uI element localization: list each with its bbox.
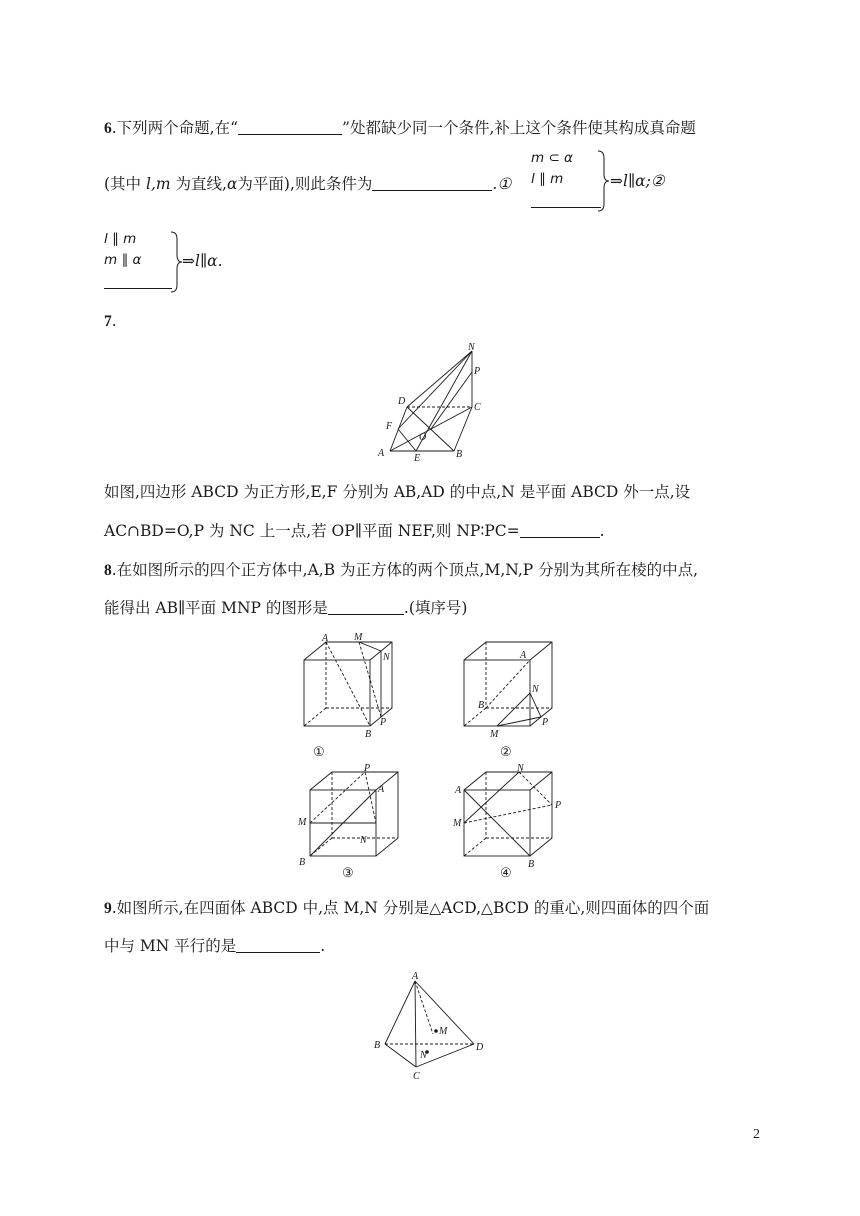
q9-label-b: B <box>374 1040 381 1051</box>
q7-label-b: B <box>456 449 463 460</box>
q8-c1-label-n: N <box>383 652 390 663</box>
q8-caption-1: ① <box>313 744 325 759</box>
q8-c1-label-a: A <box>322 633 329 644</box>
q8-caption-4: ④ <box>500 865 512 880</box>
q7-label-e: E <box>414 453 421 464</box>
q7-label-a: A <box>378 448 385 459</box>
q9-line-2-end: . <box>320 937 326 955</box>
q8-c4-label-b: B <box>528 859 535 870</box>
q7-figure <box>372 340 492 464</box>
q7-heading <box>104 312 117 331</box>
q7-label-o: O <box>419 432 427 443</box>
q6-number: 6 <box>104 120 112 137</box>
q8-line-1 <box>104 558 698 580</box>
q9-line-2-text: 中与 MN 平行的是 <box>104 937 237 955</box>
q8-caption-3: ③ <box>342 865 354 880</box>
q8-c2-label-n: N <box>532 684 539 695</box>
q7-line-2 <box>104 519 605 541</box>
q8-line-2-text: 能得出 AB∥平面 MNP 的图形是 <box>104 599 328 617</box>
q6-text-c: (其中 <box>104 175 146 193</box>
q8-line-2 <box>104 596 467 618</box>
q7-period: . <box>111 312 117 330</box>
q6-implies-2 <box>182 252 223 270</box>
q7-label-n: N <box>468 342 475 353</box>
q8-c3-label-b: B <box>299 857 306 868</box>
q8-c3-label-p: P <box>364 763 371 774</box>
q8-c2-label-b: B <box>478 700 485 711</box>
q7-line-2-end: . <box>599 522 605 540</box>
q6-cond2-top: l ∥ m <box>104 231 137 247</box>
q7-label-f: F <box>386 421 393 432</box>
q8-number: 8 <box>104 562 112 579</box>
q9-label-d: D <box>476 1042 484 1053</box>
q7-answer-blank <box>520 522 600 538</box>
q8-figures <box>292 630 570 880</box>
q6-text-b: ”处都缺少同一个条件,补上这个条件使其构成真命题 <box>342 119 696 137</box>
q8-c4-label-m: M <box>453 818 462 829</box>
q7-label-c: C <box>474 402 481 413</box>
q8-c2-label-m: M <box>490 729 499 740</box>
q8-cube-1 <box>304 642 392 726</box>
q6-line-1 <box>104 116 696 138</box>
q6-brace-1 <box>596 150 610 212</box>
q8-cube-2 <box>464 642 552 726</box>
q6-cond1-top: m ⊂ α <box>531 150 573 166</box>
q9-answer-blank <box>236 937 320 953</box>
q8-c3-label-m: M <box>298 817 307 828</box>
q6-text-d: 为直线, <box>170 175 227 193</box>
q8-answer-blank <box>328 599 404 615</box>
q8-c1-label-m: M <box>354 632 363 643</box>
q6-cond1-mid: l ∥ m <box>531 171 564 187</box>
q6-answer-blank <box>372 175 492 191</box>
q6-brace-2 <box>169 231 183 293</box>
q6-cond1-blank <box>531 207 601 208</box>
q6-vars: l,m <box>145 175 171 193</box>
q6-text-e: 为平面),则此条件为 <box>237 175 373 193</box>
q8-c1-label-p: P <box>380 717 387 728</box>
q7-line-2-text: AC∩BD=O,P 为 NC 上一点,若 OP∥平面 NEF,则 NP∶PC= <box>104 522 520 540</box>
q9-number: 9 <box>104 900 112 917</box>
q7-label-p: P <box>474 366 481 377</box>
q8-c4-label-p: P <box>555 800 562 811</box>
q7-number: 7 <box>104 313 112 330</box>
q8-cube-4 <box>464 772 552 856</box>
q6-cond2-mid: m ∥ α <box>104 252 142 268</box>
q8-line-1-text: .在如图所示的四个正方体中,A,B 为正方体的两个顶点,M,N,P 分别为其所在棱的中点, <box>111 561 699 579</box>
q7-line-1: 如图,四边形 ABCD 为正方形,E,F 分别为 AB,AD 的中点,N 是平面 ABCD 外一点,设 <box>104 483 691 501</box>
q6-blank-1 <box>238 119 342 135</box>
q6-implies-1 <box>610 172 665 190</box>
q6-line-2 <box>104 172 511 194</box>
q9-tetrahedron-figure <box>370 968 490 1088</box>
q6-implies-1-text: ⇒l∥α;② <box>610 172 665 190</box>
q6-cond2-blank <box>104 288 172 289</box>
q6-implies-2-text: ⇒l∥α. <box>182 252 223 270</box>
q6-alpha: α <box>226 175 238 193</box>
q8-c4-label-n: N <box>517 763 524 774</box>
q8-c3-label-a: A <box>378 784 385 795</box>
q8-c1-label-b: B <box>365 729 372 740</box>
q9-line-1 <box>104 896 709 918</box>
q8-c2-label-a: A <box>520 650 527 661</box>
q9-line-1-text: .如图所示,在四面体 ABCD 中,点 M,N 分别是△ACD,△BCD 的重心,则四面体的四个面 <box>111 899 710 917</box>
q9-label-m: M <box>439 1026 448 1037</box>
q8-caption-2: ② <box>500 744 512 759</box>
q8-c2-label-p: P <box>542 717 549 728</box>
q6-text-a: .下列两个命题,在“ <box>111 119 239 137</box>
q9-label-a: A <box>412 971 419 982</box>
q8-cube-3 <box>310 772 398 856</box>
q8-c4-label-a: A <box>455 785 462 796</box>
page-number: 2 <box>753 1127 760 1142</box>
q6-text-f: .① <box>492 175 512 193</box>
q9-label-n: N <box>420 1050 427 1061</box>
q7-label-d: D <box>398 396 406 407</box>
q9-label-c: C <box>413 1071 420 1082</box>
q8-c3-label-n: N <box>360 835 367 846</box>
q8-line-2-end: .(填序号) <box>403 599 468 617</box>
q9-line-2 <box>104 934 325 956</box>
